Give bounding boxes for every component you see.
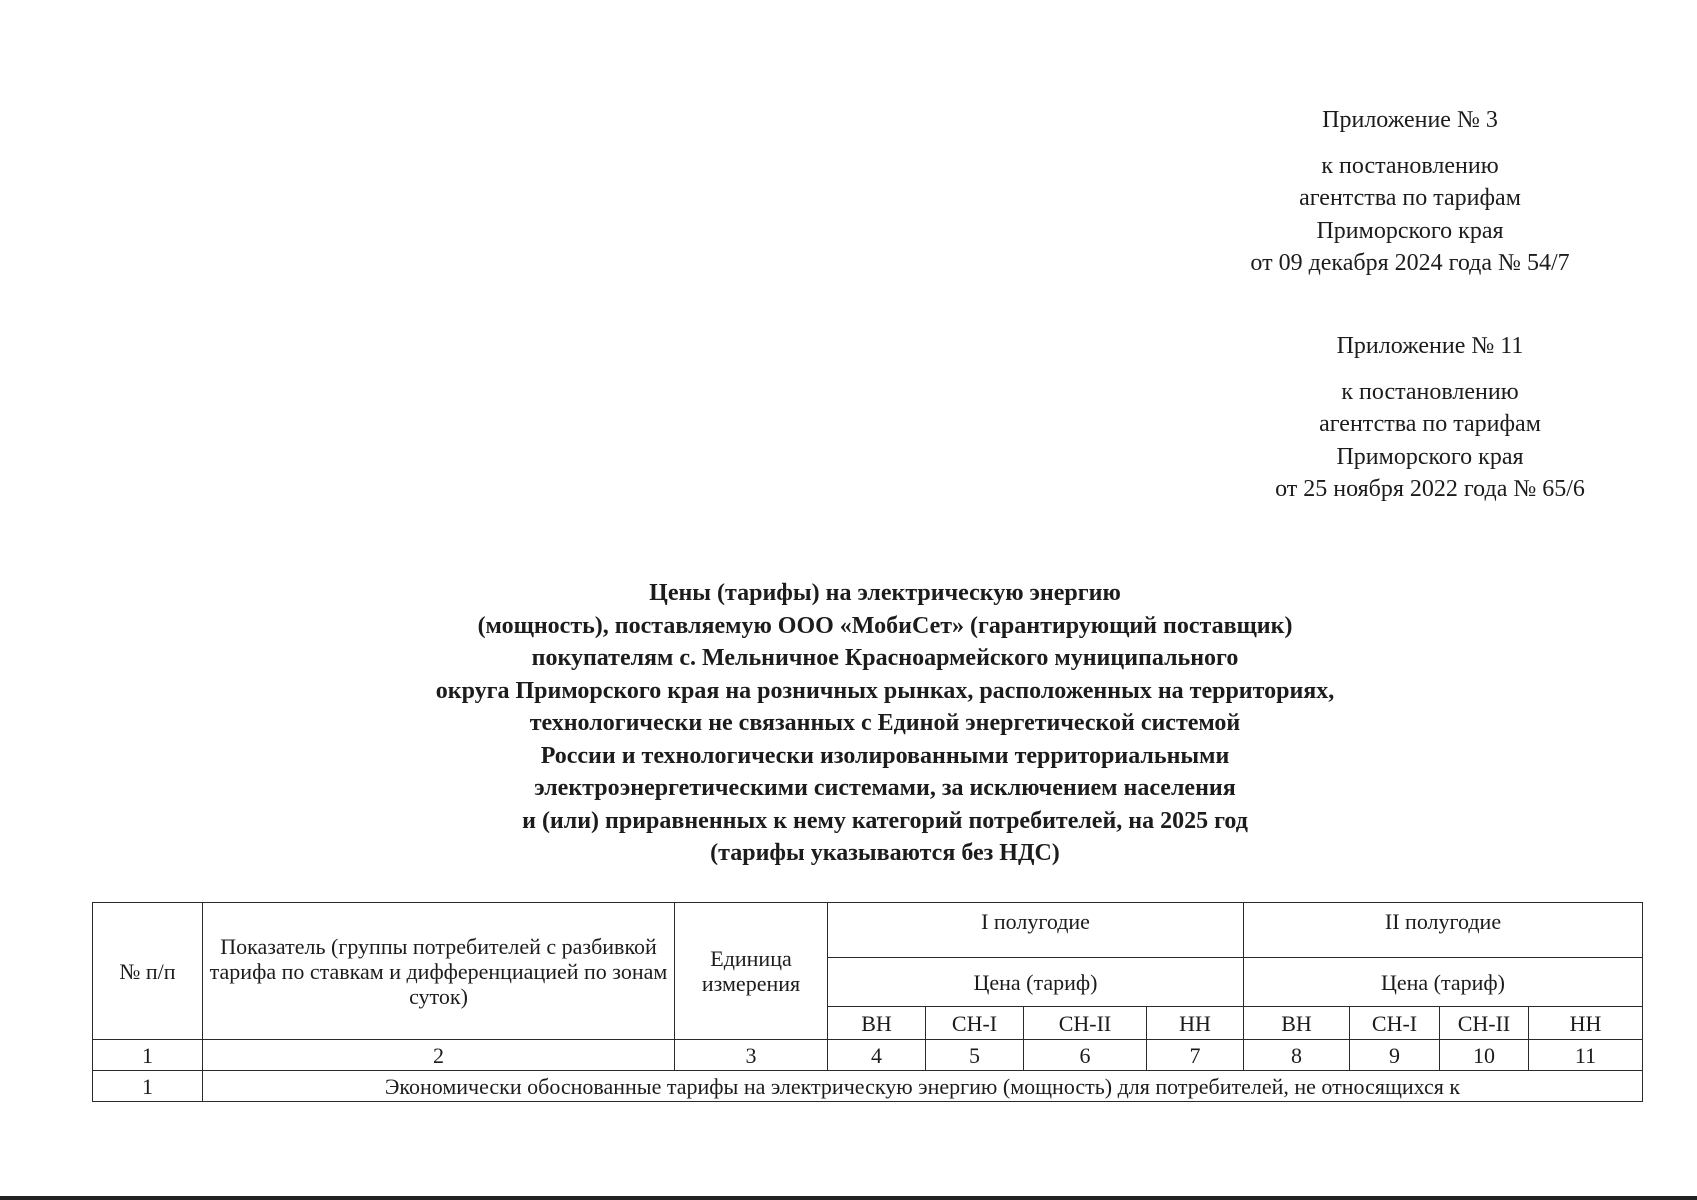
appendix-original: [1250, 330, 1610, 506]
document-title-line: покупателям с. Мельничное Красноармейского муниципального: [531, 645, 1239, 671]
header-voltage-level: СН-I: [1350, 1007, 1440, 1040]
page-bottom-edge: [0, 1196, 1697, 1200]
column-number: 2: [203, 1040, 675, 1071]
appendix-original-line: Приморского края: [1336, 443, 1524, 470]
document-title-line: России и технологически изолированными территориальными: [540, 742, 1230, 769]
header-number: № п/п: [93, 903, 203, 1040]
document-title-line: округа Приморского края на розничных рынках, расположенных на территориях,: [435, 677, 1335, 704]
document-title-line: и (или) приравненных к нему категорий потребителей, на 2025 год: [522, 807, 1248, 834]
header-second-half: II полугодие: [1244, 903, 1643, 958]
appendix-current-line: от 09 декабря 2024 года № 54/7: [1250, 250, 1570, 276]
appendix-current-line: к постановлению: [1321, 152, 1499, 179]
document-title-line: (тарифы указываются без НДС): [710, 840, 1060, 866]
column-number: 7: [1147, 1040, 1244, 1071]
column-number: 4: [828, 1040, 926, 1071]
appendix-original-line: к постановлению: [1341, 378, 1519, 405]
header-voltage-level: НН: [1529, 1007, 1643, 1040]
header-voltage-level: ВН: [828, 1007, 926, 1040]
row-description: Экономически обоснованные тарифы на электрическую энергию (мощность) для потребителей, не относящихся к: [203, 1071, 1643, 1102]
column-number: 11: [1529, 1040, 1643, 1071]
document-title-line: Цены (тарифы) на электрическую энергию: [649, 580, 1121, 606]
appendix-current-line: агентства по тарифам: [1299, 185, 1521, 211]
appendix-current-line: Приморского края: [1316, 217, 1504, 244]
column-number: 8: [1244, 1040, 1350, 1071]
header-price-second-half: Цена (тариф): [1244, 958, 1643, 1007]
column-number: 1: [93, 1040, 203, 1071]
document-title: [300, 577, 1470, 870]
header-voltage-level: СН-II: [1440, 1007, 1529, 1040]
appendix-original-line: агентства по тарифам: [1319, 411, 1541, 437]
header-voltage-level: ВН: [1244, 1007, 1350, 1040]
appendix-original-title: Приложение № 11: [1336, 333, 1524, 359]
document-title-line: электроэнергетическими системами, за исключением населения: [534, 775, 1236, 801]
header-indicator: Показатель (группы потребителей с разбивкой тарифа по ставкам и дифференциацией по зонам суток): [203, 903, 675, 1040]
tariff-table: [92, 902, 1643, 1102]
appendix-original-line: от 25 ноября 2022 года № 65/6: [1275, 476, 1585, 502]
row-number: 1: [93, 1071, 203, 1102]
header-voltage-level: СН-II: [1024, 1007, 1147, 1040]
document-title-line: (мощность), поставляемую ООО «МобиСет» (гарантирующий поставщик): [477, 612, 1293, 639]
appendix-current: [1230, 104, 1590, 280]
column-number: 9: [1350, 1040, 1440, 1071]
column-number: 3: [675, 1040, 828, 1071]
column-number: 6: [1024, 1040, 1147, 1071]
header-voltage-level: НН: [1147, 1007, 1244, 1040]
column-number: 10: [1440, 1040, 1529, 1071]
appendix-current-title: Приложение № 3: [1322, 107, 1498, 133]
header-unit: Единица измерения: [675, 903, 828, 1040]
header-first-half: I полугодие: [828, 903, 1244, 958]
table-row: [93, 1071, 1643, 1102]
document-title-line: технологически не связанных с Единой энергетической системой: [529, 710, 1241, 736]
column-number: 5: [926, 1040, 1024, 1071]
header-voltage-level: СН-I: [926, 1007, 1024, 1040]
header-price-first-half: Цена (тариф): [828, 958, 1244, 1007]
